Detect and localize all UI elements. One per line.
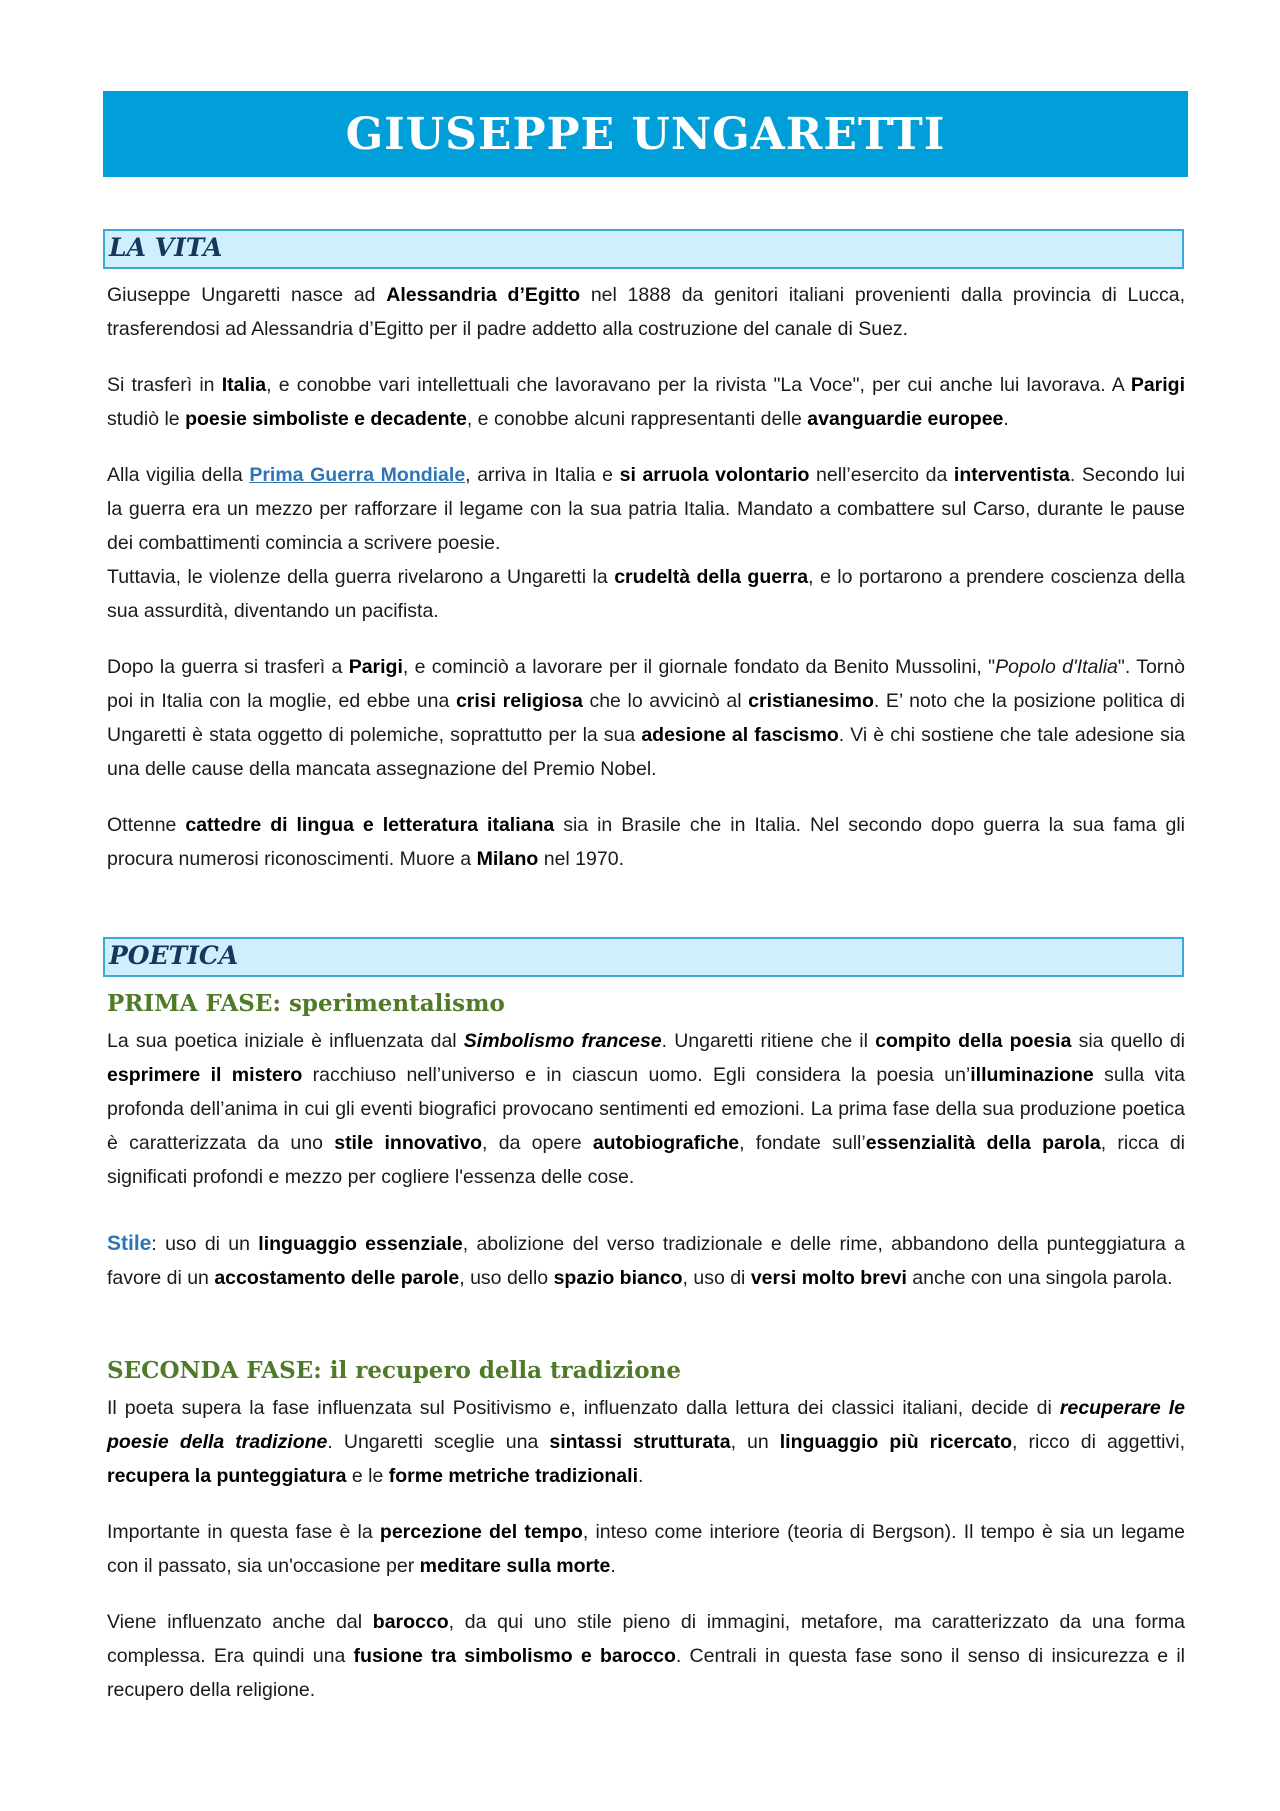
subheading-seconda-fase: SECONDA FASE: il recupero della tradizione: [107, 1357, 681, 1384]
stile-label: Stile: [107, 1232, 152, 1255]
paragraph: Viene influenzato anche dal barocco, da qui uno stile pieno di immagini, metafore, ma caratterizzato da una forma complessa. Era quindi una fusione tra simbolismo e barocco. Centrali in questa fase sono il senso di insicurezza e il recupero della religione.: [107, 1611, 1186, 1701]
subheading-prima-fase: PRIMA FASE: sperimentalismo: [107, 990, 505, 1017]
paragraph: Ottenne cattedre di lingua e letteratura italiana sia in Brasile che in Italia. Nel secondo dopo guerra la sua fama gli procura numerosi riconoscimenti. Muore a Milano nel 1970.: [107, 814, 1185, 870]
paragraph: La sua poetica iniziale è influenzata dal Simbolismo francese. Ungaretti ritiene che il compito della poesia sia quello di esprimere il mistero racchiuso nell’universo e in ciascun uomo. Egli considera la poesia un’illuminazione sulla vita profonda dell’anima in cui gli eventi biografici provocano sentimenti ed emozioni. La prima fase della sua produzione poetica è caratterizzata da uno stile innovativo, da opere autobiografiche, fondate sull’essenzialità della parola, ricca di significati profondi e mezzo per cogliere l'essenza delle cose.: [107, 1030, 1186, 1188]
section-title-vita: LA VITA: [109, 233, 223, 262]
prima-fase-body: [107, 1024, 1185, 1295]
section-header-poetica: [103, 937, 1184, 977]
vita-body: [107, 278, 1185, 876]
paragraph: Alla vigilia della Prima Guerra Mondiale, arriva in Italia e si arruola volontario nell’esercito da interventista. Secondo lui la guerra era un mezzo per rafforzare il legame con la sua patria Italia. Mandato a combattere sul Carso, durante le pause dei combattimenti comincia a scrivere poesie.: [107, 464, 1185, 554]
paragraph: Tuttavia, le violenze della guerra rivelarono a Ungaretti la crudeltà della guerra, e lo portarono a prendere coscienza della sua assurdità, diventando un pacifista.: [107, 566, 1185, 622]
seconda-fase-body: [107, 1391, 1185, 1707]
section-title-poetica: POETICA: [109, 941, 239, 970]
paragraph: Il poeta supera la fase influenzata sul Positivismo e, influenzato dalla lettura dei classici italiani, decide di recuperare le poesie della tradizione. Ungaretti sceglie una sintassi strutturata, un linguaggio più ricercato, ricco di aggettivi, recupera la punteggiatura e le forme metriche tradizionali.: [107, 1397, 1186, 1487]
section-header-vita: [103, 229, 1184, 269]
paragraph: Dopo la guerra si trasferì a Parigi, e cominciò a lavorare per il giornale fondato da Benito Mussolini, "Popolo d'Italia". Tornò poi in Italia con la moglie, ed ebbe una crisi religiosa che lo avvicinò al cristianesimo. E’ noto che la posizione politica di Ungaretti è stata oggetto di polemiche, soprattutto per la sua adesione al fascismo. Vi è chi sostiene che tale adesione sia una delle cause della mancata assegnazione del Premio Nobel.: [107, 656, 1185, 780]
paragraph: Giuseppe Ungaretti nasce ad Alessandria d’Egitto nel 1888 da genitori italiani provenienti dalla provincia di Lucca, trasferendosi ad Alessandria d’Egitto per il padre addetto alla costruzione del canale di Suez.: [107, 284, 1185, 340]
page-title: GIUSEPPE UNGARETTI: [345, 108, 946, 160]
title-banner: [103, 91, 1188, 177]
link-prima-guerra-mondiale[interactable]: Prima Guerra Mondiale: [249, 464, 466, 486]
paragraph: Si trasferì in Italia, e conobbe vari intellettuali che lavoravano per la rivista "La Voce", per cui anche lui lavorava. A Parigi studiò le poesie simboliste e decadente, e conobbe alcuni rappresentanti delle avanguardie europee.: [107, 374, 1185, 430]
paragraph: Stile: uso di un linguaggio essenziale, abolizione del verso tradizionale e delle rime, abbandono della punteggiatura a favore di un accostamento delle parole, uso dello spazio bianco, uso di versi molto brevi anche con una singola parola.: [107, 1232, 1185, 1289]
paragraph: Importante in questa fase è la percezione del tempo, inteso come interiore (teoria di Bergson). Il tempo è sia un legame con il passato, sia un'occasione per meditare sulla morte.: [107, 1521, 1185, 1577]
